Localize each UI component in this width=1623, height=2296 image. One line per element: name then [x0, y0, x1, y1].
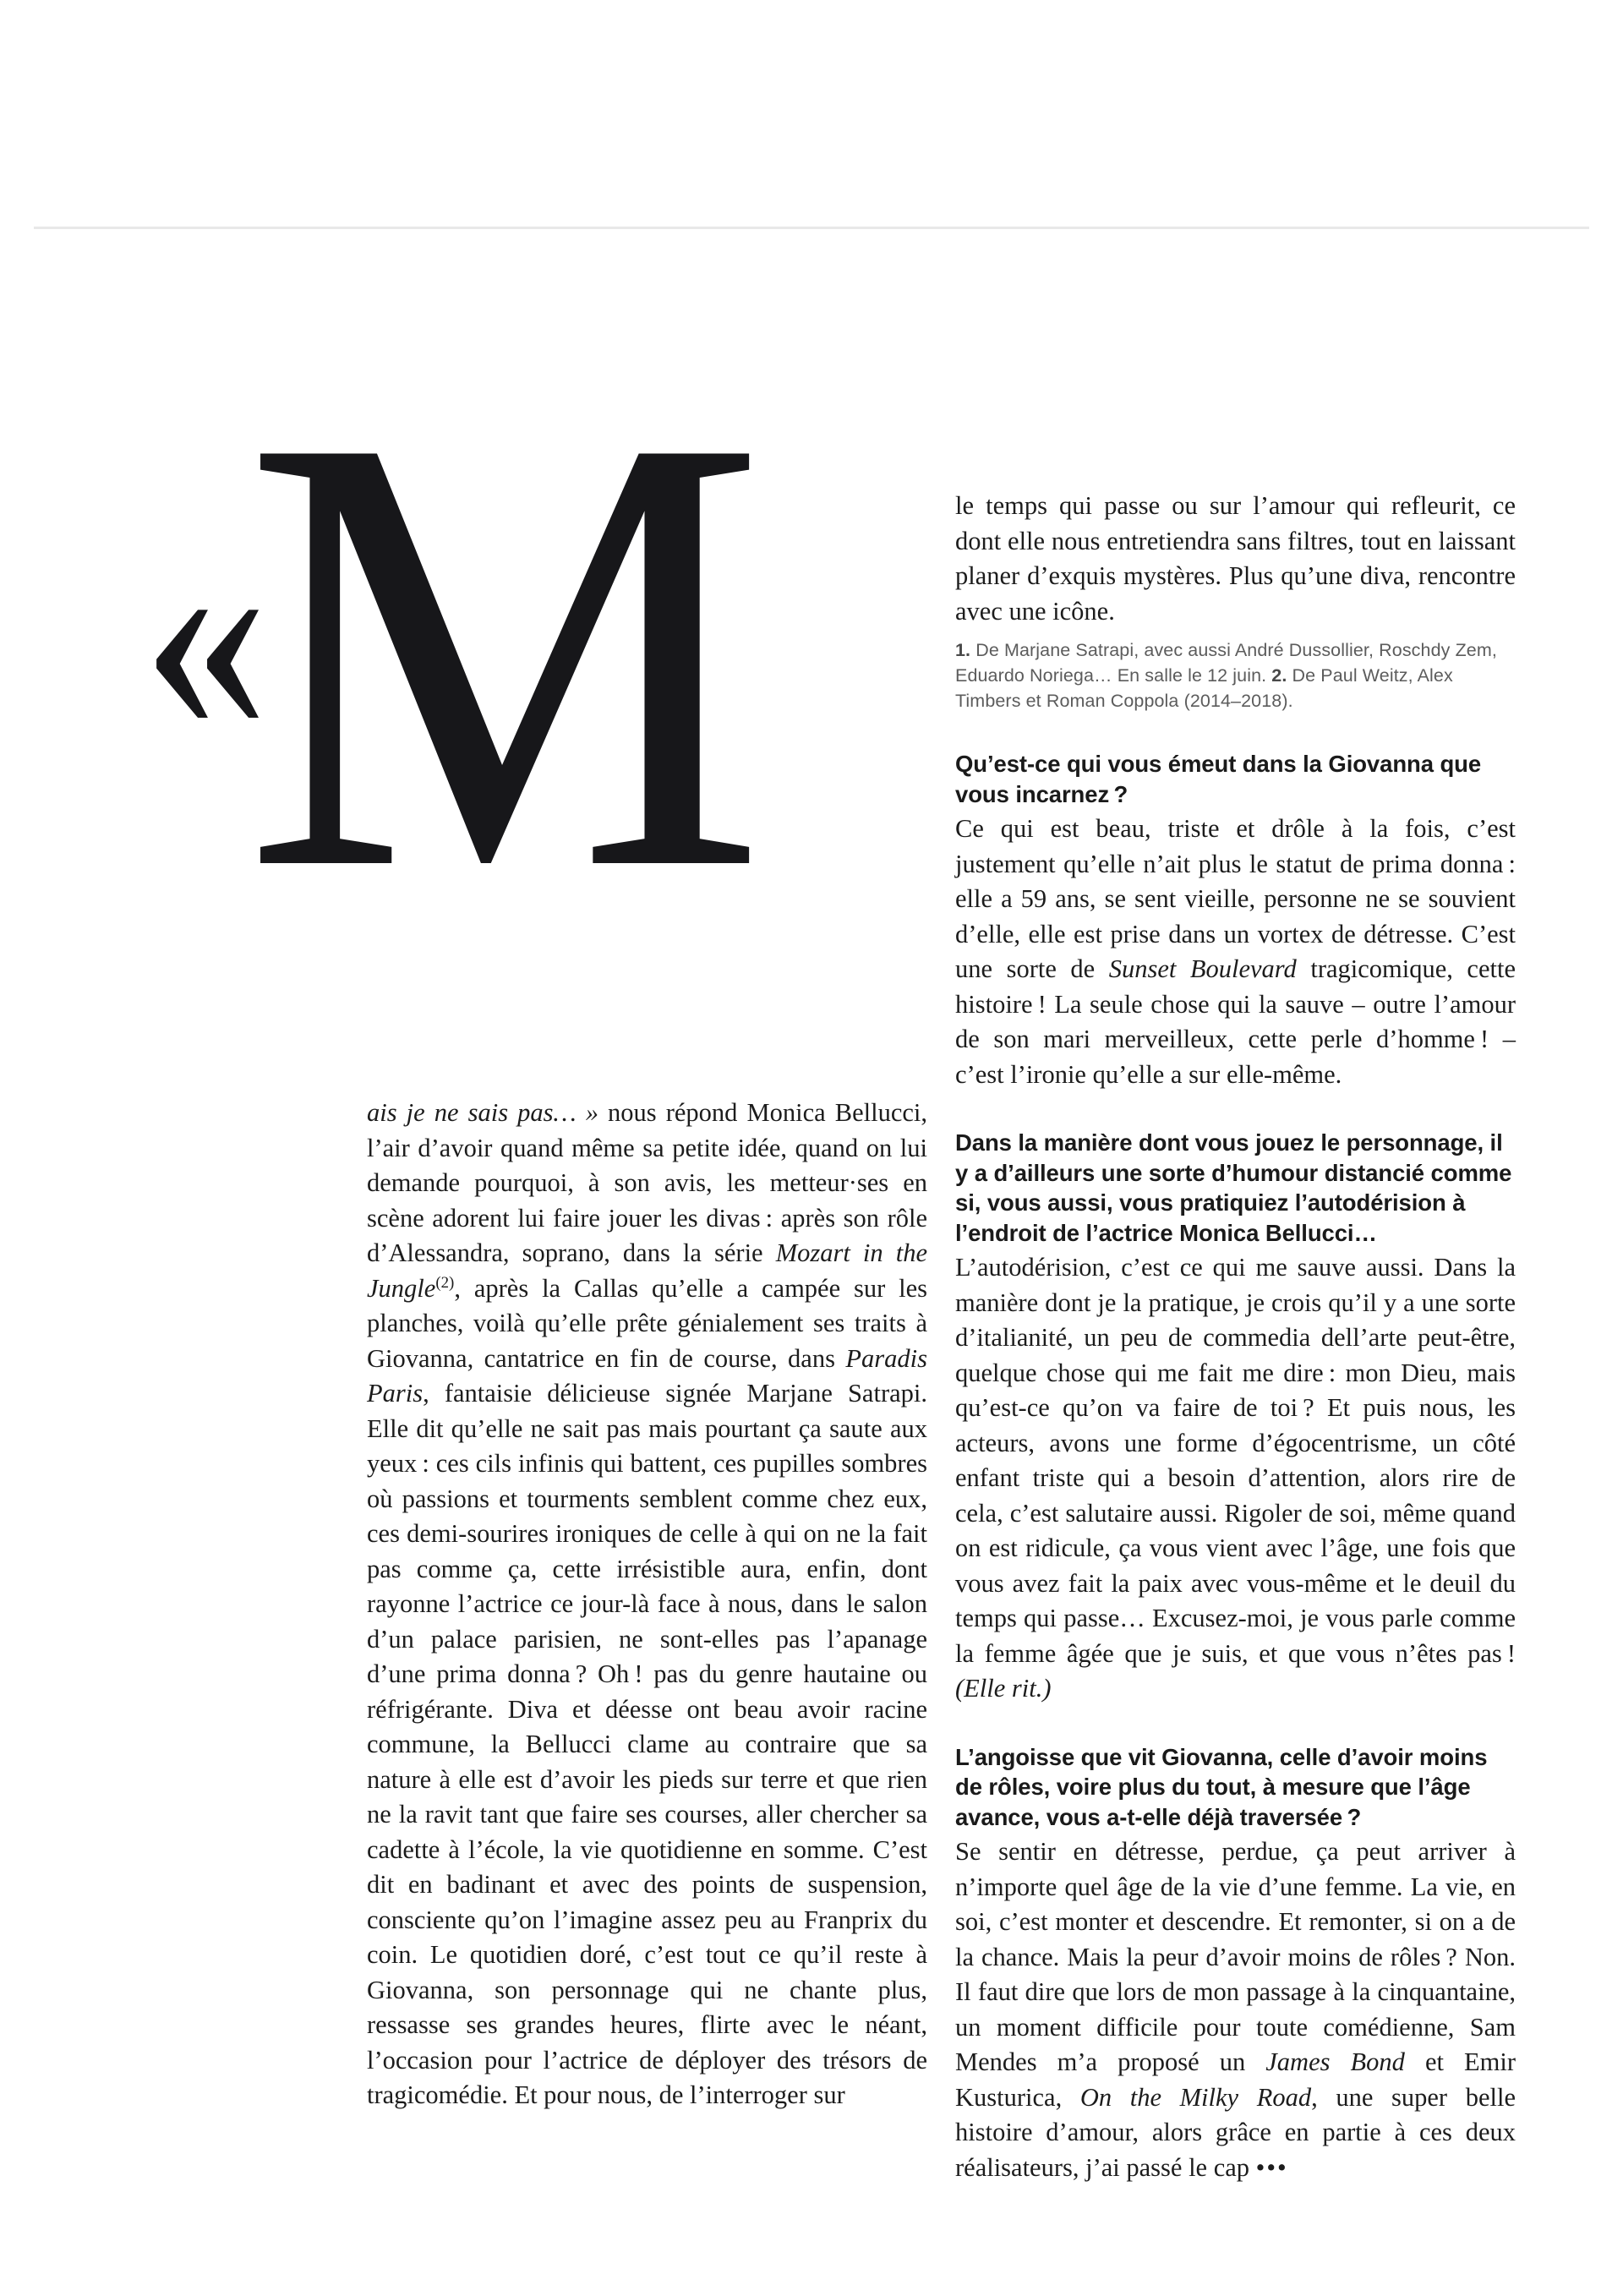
footnotes-block: [955, 637, 1516, 713]
intro-continuation-paragraph: le temps qui passe ou sur l’amour qui refleurit, ce dont elle nous entretiendra sans filtres, tout en laissant planer d’exquis mystères. Plus qu’une diva, rencontre avec une icône.: [955, 491, 1516, 626]
footnote-ref-2: (2): [435, 1273, 455, 1292]
left-text-column: [367, 1096, 927, 2113]
title-mozart-in-the-jungle: Mozart in the Jungle: [367, 1238, 927, 1303]
answer-1-part-2: tragicomique, cette histoire ! La seule chose qui la sauve – outre l’amour de son mari merveilleux, cette perle d’homme ! – c’est l’ironie qu’elle a sur elle-même.: [955, 954, 1516, 1089]
header-divider: [34, 227, 1589, 229]
open-guillemet-glyph: «: [142, 475, 247, 790]
intro-paragraph-left: [367, 1096, 927, 2113]
display-initial-block: [142, 307, 861, 1091]
footnote-marker-2: 2.: [1271, 665, 1287, 686]
question-1: Qu’est-ce qui vous émeut dans la Giovanna que vous incarnez ?: [955, 751, 1482, 807]
right-text-column: [955, 489, 1516, 2185]
continuation-marker: •••: [1255, 2152, 1288, 2182]
lead-body-1: nous répond Monica Bellucci, l’air d’avoir quand même sa petite idée, quand on lui demande pourquoi, à son avis, les metteur·ses en scène adorent lui faire jouer les divas : après son rôle d’Alessandra, soprano, dans la série: [367, 1098, 928, 1267]
qa-block-3: [955, 1742, 1516, 2186]
qa-block-1: [955, 749, 1516, 1092]
answer-2-part-1: L’autodérision, c’est ce qui me sauve aussi. Dans la manière dont je la pratique, je crois qu’il y a une sorte d’italianité, un peu de commedia dell’arte peut-être, quelque chose qui me fait me dire : mon Dieu, mais qu’est-ce qu’on va faire de toi ? Et puis nous, les acteurs, avons une forme d’égocentrisme, un côté enfant triste qui a besoin d’attention, alors rire de cela, c’est salutaire aussi. Rigoler de soi, même quand on est ridicule, ça vous vient avec l’âge, une fois que vous avez fait la paix avec vous-même et le deuil du temps qui passe… Excusez-moi, je vous parle comme la femme âgée que je suis, et que vous n’êtes pas !: [955, 1253, 1516, 1668]
title-on-the-milky-road: On the Milky Road: [1079, 2082, 1312, 2112]
answer-3-part-1: Se sentir en détresse, perdue, ça peut arriver à n’importe quel âge de la vie d’une femme. La vie, en soi, c’est monter et descendre. Et remonter, si on a de la chance. Mais la peur d’avoir moins de rôles ? Non. Il faut dire que lors de mon passage à la cinquantaine, un moment difficile pour toute comédienne, Sam Mendes m’a proposé un: [955, 1837, 1516, 2076]
answer-1: [955, 812, 1516, 1092]
title-james-bond: James Bond: [1265, 2047, 1405, 2076]
footnote-marker-1: 1.: [955, 640, 971, 660]
answer-3-part-3: , une super belle histoire d’amour, alors grâce en partie à ces deux réalisateurs, j’ai passé le cap: [955, 2082, 1516, 2182]
drop-cap-letter: M: [243, 307, 767, 999]
lead-body-3: , fantaisie délicieuse signée Marjane Satrapi. Elle dit qu’elle ne sait pas mais pourtant ça saute aux yeux : ces cils infinis qui battent, ces pupilles sombres où passions et tourments semblent comme chez eux, ces demi-sourires ironiques de celle à qui on ne la fait pas comme ça, cette irrésistible aura, enfin, dont rayonne l’actrice ce jour-là face à nous, dans le salon d’un palace parisien, ne sont-elles pas l’apanage d’une prima donna ? Oh ! pas du genre hautaine ou réfrigérante. Diva et déesse ont beau avoir racine commune, la Bellucci clame au contraire que sa nature à elle est d’avoir les pieds sur terre et que rien ne la ravit tant que faire ses courses, aller chercher sa cadette à l’école, la vie quotidienne en somme. C’est dit en badinant et avec des points de suspension, consciente qu’on l’imagine assez peu au Franprix du coin. Le quotidien doré, c’est tout ce qu’il reste à Giovanna, son personnage qui ne chante plus, ressasse ses grandes heures, flirte avec le néant, l’occasion pour l’actrice de déployer des trésors de tragicomédie. Et pour nous, de l’interroger sur: [367, 1379, 927, 2109]
answer-2: [955, 1250, 1516, 1707]
qa-block-2: [955, 1128, 1516, 1707]
title-paradis-paris: Paradis Paris: [367, 1343, 927, 1408]
footnote-text-2: De Paul Weitz, Alex Timbers et Roman Coppola (2014–2018).: [955, 665, 1453, 711]
footnote-text-1: De Marjane Satrapi, avec aussi André Dussollier, Roschdy Zem, Eduardo Noriega… En salle le 12 juin.: [955, 640, 1497, 686]
answer-1-part-1: Ce qui est beau, triste et drôle à la fois, c’est justement qu’elle n’ait plus le statut de prima donna : elle a 59 ans, se sent vieille, personne ne se souvient d’elle, elle est prise dans un vortex de détresse. C’est une sorte de: [955, 814, 1516, 983]
answer-3-part-2: et Emir Kusturica,: [955, 2047, 1516, 2112]
question-3: L’angoisse que vit Giovanna, celle d’avoir moins de rôles, voire plus du tout, à mesure que l’âge avance, vous a-t-elle déjà traversée ?: [955, 1743, 1488, 1830]
lead-italic-phrase: ais je ne sais pas… »: [367, 1098, 598, 1127]
question-2: Dans la manière dont vous jouez le personnage, il y a d’ailleurs une sorte d’humour distancié comme si, vous aussi, vous pratiquiez l’autodérision à l’endroit de l’actrice Monica Bellucci…: [955, 1129, 1512, 1246]
stage-direction-elle-rit: (Elle rit.): [955, 1674, 1052, 1703]
lead-body-2: , après la Callas qu’elle a campée sur les planches, voilà qu’elle prête génialement ses traits à Giovanna, cantatrice en fin de course, dans: [367, 1273, 927, 1373]
title-sunset-boulevard: Sunset Boulevard: [1108, 954, 1297, 983]
answer-3: [955, 1834, 1516, 2185]
